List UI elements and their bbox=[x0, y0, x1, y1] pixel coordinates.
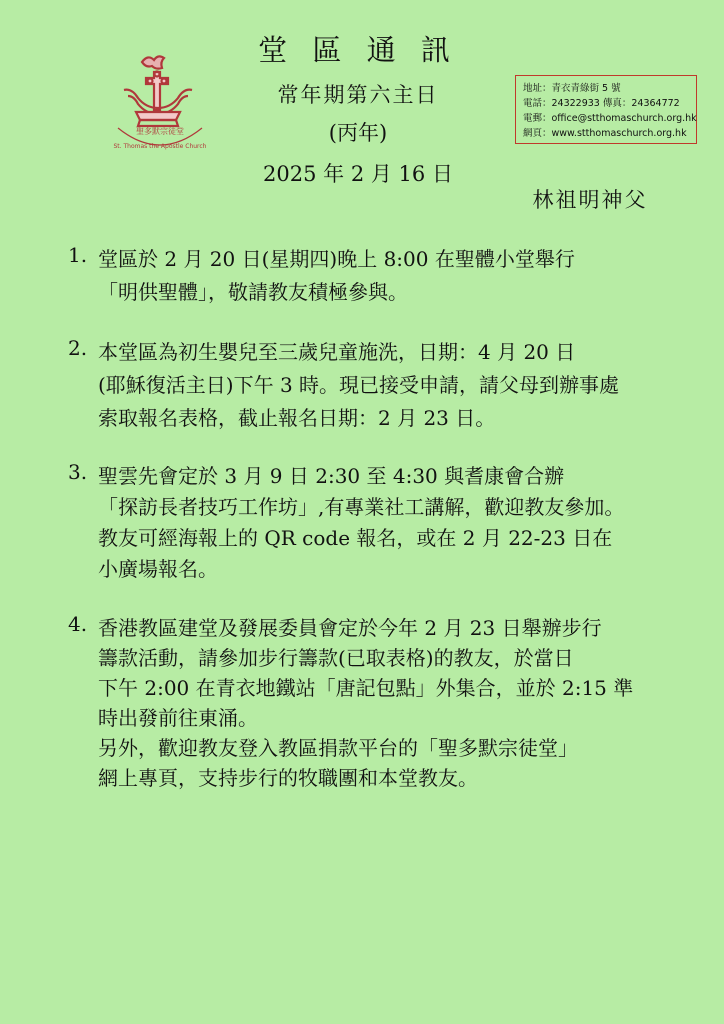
priest-name: 林祖明神父 bbox=[532, 188, 648, 212]
cross-emblem-icon bbox=[112, 50, 208, 170]
contact-address: 地址：青衣青綠街 5 號 bbox=[523, 83, 621, 94]
contact-phone: 電話：24322933 傳真：24364772 bbox=[523, 98, 680, 109]
item-line: 「探訪長者技巧工作坊」,有專業社工講解，歡迎教友參加。 bbox=[98, 495, 625, 519]
item-line: 籌款活動，請參加步行籌款(已取表格)的教友，於當日 bbox=[98, 646, 574, 670]
item-number: 2. bbox=[68, 336, 88, 360]
contact-website[interactable]: 網頁：www.stthomaschurch.org.hk bbox=[523, 128, 687, 139]
logo-name-zh: 聖多默宗徒堂 bbox=[136, 127, 184, 136]
item-line: 網上專頁，支持步行的牧職團和本堂教友。 bbox=[98, 766, 478, 790]
contact-email[interactable]: 電郵：office@stthomaschurch.org.hk bbox=[523, 113, 697, 124]
item-line: 小廣場報名。 bbox=[98, 557, 218, 581]
liturgical-sunday: 常年期第六主日 bbox=[277, 83, 439, 107]
logo-name-en: St. Thomas the Apostle Church bbox=[113, 143, 207, 150]
item-line: 「明供聖體」，敬請教友積極參與。 bbox=[98, 280, 408, 304]
item-line: 教友可經海報上的 QR code 報名，或在 2 月 22-23 日在 bbox=[98, 526, 613, 550]
item-line: 堂區於 2 月 20 日(星期四)晚上 8:00 在聖體小堂舉行 bbox=[98, 247, 575, 271]
contact-box bbox=[515, 75, 697, 144]
item-line: 另外，歡迎教友登入教區捐款平台的「聖多默宗徒堂」 bbox=[98, 736, 578, 760]
item-line: 聖雲先會定於 3 月 9 日 2:30 至 4:30 與耆康會合辦 bbox=[98, 464, 565, 488]
item-number: 3. bbox=[68, 460, 88, 484]
item-line: 索取報名表格，截止報名日期：2 月 23 日。 bbox=[98, 406, 496, 430]
page-title: 堂 區 通 訊 bbox=[258, 33, 458, 67]
item-line: 本堂區為初生嬰兒至三歲兒童施洗，日期：4 月 20 日 bbox=[98, 340, 576, 364]
church-logo bbox=[112, 50, 208, 170]
liturgical-year: (丙年) bbox=[328, 121, 388, 145]
item-line: 香港教區建堂及發展委員會定於今年 2 月 23 日舉辦步行 bbox=[98, 616, 602, 640]
item-line: (耶穌復活主日)下午 3 時。現已接受申請，請父母到辦事處 bbox=[98, 373, 620, 397]
item-line: 時出發前往東涌。 bbox=[98, 706, 258, 730]
item-number: 4. bbox=[68, 612, 88, 636]
item-line: 下午 2:00 在青衣地鐵站「唐記包點」外集合，並於 2:15 準 bbox=[98, 676, 634, 700]
issue-date: 2025 年 2 月 16 日 bbox=[263, 162, 453, 186]
item-number: 1. bbox=[68, 243, 88, 267]
